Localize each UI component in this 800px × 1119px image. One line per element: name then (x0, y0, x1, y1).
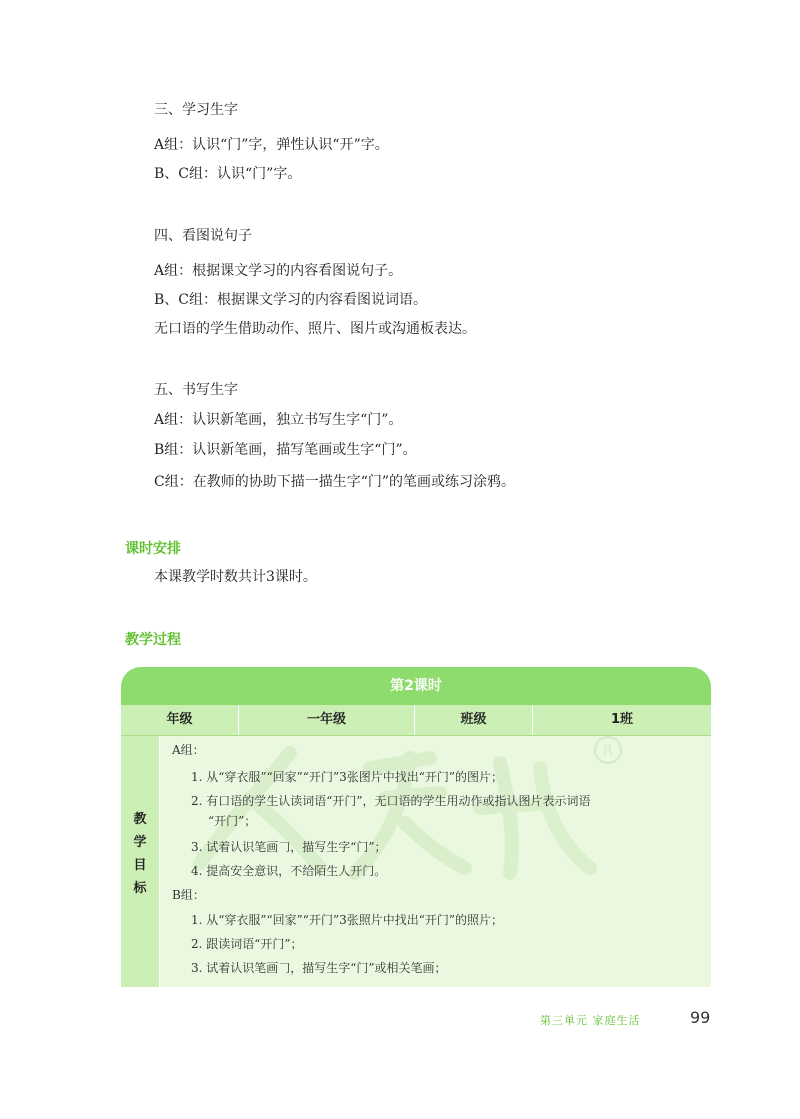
group-b-item-2: 2. 跟读词语“开门”； (191, 937, 303, 951)
schedule-heading: 课时安排 (125, 541, 181, 557)
page-number: 99 (690, 1008, 711, 1027)
table-title: 第2课时 (390, 678, 442, 694)
section-4-line-3: 无口语的学生借助动作、照片、图片或沟通板表达。 (154, 321, 476, 337)
header-grade-label: 年级 (121, 705, 239, 735)
header-class-label: 班级 (415, 705, 533, 735)
group-a-item-4: 4. 提高安全意识，不给陌生人开门。 (191, 864, 387, 878)
footer-unit-title: 第三单元 家庭生活 (540, 1014, 641, 1027)
section-5-line-1: A组：认识新笔画，独立书写生字“门”。 (154, 412, 403, 428)
group-a-label: A组： (172, 743, 205, 757)
objectives-label-cell (121, 736, 160, 987)
group-b-label: B组： (172, 888, 205, 902)
group-b-item-1: 1. 从“穿衣服”“回家”“开门”3张照片中找出“开门”的照片； (191, 913, 503, 927)
group-a-item-2-cont: “开门”； (208, 814, 257, 828)
section-5-title: 五、书写生字 (154, 382, 238, 398)
group-b-item-3: 3. 试着认识笔画𠃌，描写生字“门”或相关笔画； (191, 961, 447, 975)
section-5-line-2: B组：认识新笔画，描写笔画或生字“门”。 (154, 442, 417, 458)
section-3-line-1: A组：认识“门”字，弹性认识“开”字。 (154, 137, 389, 153)
group-a-item-3: 3. 试着认识笔画𠃌，描写生字“门”； (191, 840, 387, 854)
section-4-line-2: B、C组：根据课文学习的内容看图说词语。 (154, 292, 427, 308)
objectives-char-3: 目 (133, 858, 147, 873)
process-heading: 教学过程 (125, 632, 181, 648)
objectives-char-1: 教 (133, 812, 147, 827)
group-a-item-1: 1. 从“穿衣服”“回家”“开门”3张图片中找出“开门”的图片； (191, 770, 503, 784)
group-a-item-2: 2. 有口语的学生认读词语“开门”，无口语的学生用动作或指认图片表示词语 (191, 794, 591, 808)
section-3-title: 三、学习生字 (154, 102, 238, 118)
objectives-char-2: 学 (133, 835, 147, 850)
section-5-line-3: C组：在教师的协助下描一描生字“门”的笔画或练习涂鸦。 (154, 474, 516, 490)
header-class-value: 1班 (610, 712, 634, 727)
svg-text:R: R (603, 743, 613, 759)
section-4-line-1: A组：根据课文学习的内容看图说句子。 (154, 263, 403, 279)
section-3-line-2: B、C组：认识“门”字。 (154, 166, 302, 182)
header-grade-value: 一年级 (239, 705, 415, 735)
objectives-label (121, 808, 159, 900)
section-4-title: 四、看图说句子 (154, 228, 252, 244)
objectives-char-4: 标 (133, 881, 147, 896)
schedule-text: 本课教学时数共计3课时。 (154, 569, 317, 585)
